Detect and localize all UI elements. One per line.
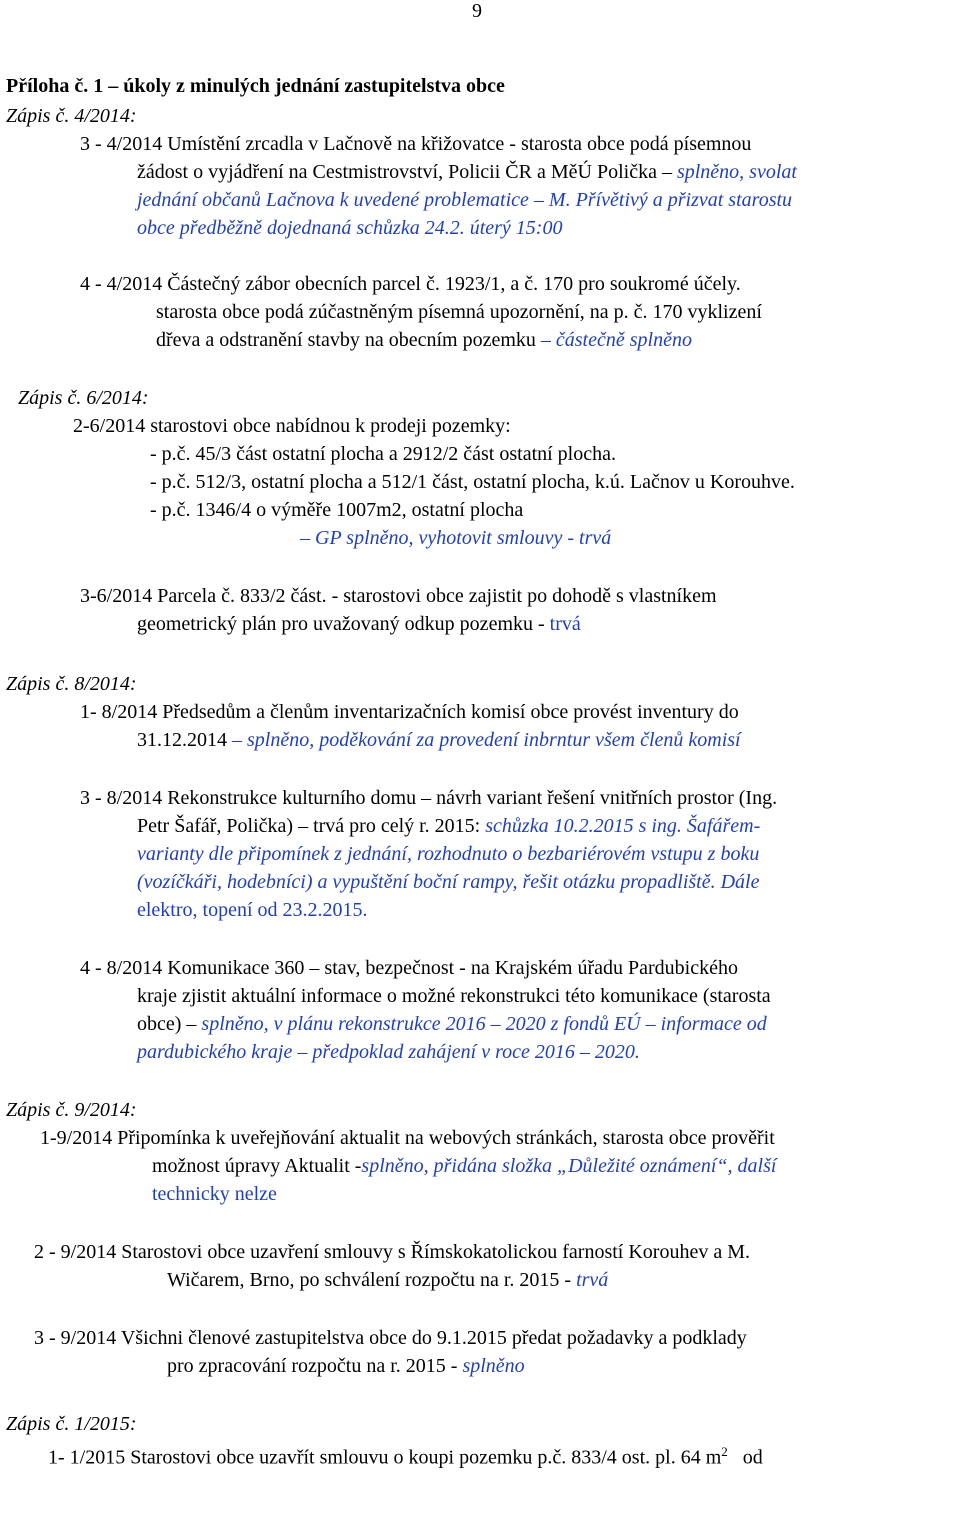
item-2-6-2014-parcel-2: - p.č. 512/3, ostatní plocha a 512/1 část, ostatní plocha, k.ú. Lačnov u Korouhve. [150, 471, 795, 493]
item-1-1-2015: 1- 1/2015 Starostovi obce uzavřít smlouvu o koupi pozemku p.č. 833/4 ost. pl. 64 $m^2$ od [48, 1444, 763, 1469]
item-4-4-2014-line2: starosta obce podá zúčastněným písemná upozornění, na p. č. 170 vyklizení [156, 301, 762, 323]
item-4-8-2014-line3: obce) – splněno, v plánu rekonstrukce 2016 – 2020 z fondů EÚ – informace od [137, 1013, 767, 1035]
item-2-6-2014-parcel-3: - p.č. 1346/4 o výměře 1007m2, ostatní plocha [150, 499, 524, 521]
item-1-8-2014-line2: 31.12.2014 – splněno, poděkování za provedení inbrntur všem členů komisí [137, 729, 741, 751]
item-3-8-2014-line2: Petr Šafář, Polička) – trvá pro celý r. 2015: schůzka 10.2.2015 s ing. Šafářem- [137, 815, 761, 837]
page-number: 9 [472, 0, 482, 22]
section-heading-6-2014: Zápis č. 6/2014: [18, 387, 149, 409]
item-3-8-2014-line4: (vozíčkáři, hodebníci) a vypuštění boční rampy, řešit otázku propadliště. Dále [137, 871, 760, 893]
item-4-4-2014: 4 - 4/2014 Částečný zábor obecních parcel č. 1923/1, a č. 170 pro soukromé účely. [80, 273, 741, 295]
item-3-6-2014: 3-6/2014 Parcela č. 833/2 část. - starostovi obce zajistit po dohodě s vlastníkem [80, 585, 717, 607]
item-4-8-2014-line2: kraje zjistit aktuální informace o možné rekonstrukci této komunikace (starosta [137, 985, 771, 1007]
item-3-9-2014-line2: pro zpracování rozpočtu na r. 2015 - splněno [167, 1355, 525, 1377]
item-3-8-2014: 3 - 8/2014 Rekonstrukce kulturního domu – návrh variant řešení vnitřních prostor (Ing. [80, 787, 778, 809]
section-heading-8-2014: Zápis č. 8/2014: [6, 673, 137, 695]
section-heading-1-2015: Zápis č. 1/2015: [6, 1413, 137, 1435]
section-heading-9-2014: Zápis č. 9/2014: [6, 1099, 137, 1121]
item-3-4-2014-line2: žádost o vyjádření na Cestmistrovství, Policii ČR a MěÚ Polička – splněno, svolat [137, 161, 797, 183]
item-1-9-2014-line3: technicky nelze [152, 1183, 277, 1205]
item-3-4-2014-line4: obce předběžně dojednaná schůzka 24.2. úterý 15:00 [137, 217, 563, 239]
item-2-6-2014-parcel-1: - p.č. 45/3 část ostatní plocha a 2912/2 část ostatní plocha. [150, 443, 616, 465]
item-1-8-2014: 1- 8/2014 Předsedům a členům inventarizačních komisí obce provést inventury do [80, 701, 739, 723]
item-3-8-2014-line3: varianty dle připomínek z jednání, rozhodnuto o bezbariérovém vstupu z boku [137, 843, 760, 865]
item-1-9-2014-line2: možnost úpravy Aktualit -splněno, přidána složka „Důležité oznámení“, další [152, 1155, 777, 1177]
page-title: Příloha č. 1 – úkoly z minulých jednání zastupitelstva obce [6, 75, 505, 97]
item-2-6-2014: 2-6/2014 starostovi obce nabídnou k prodeji pozemky: [73, 415, 511, 437]
item-3-6-2014-line2: geometrický plán pro uvažovaný odkup pozemku - trvá [137, 613, 581, 635]
item-3-4-2014: 3 - 4/2014 Umístění zrcadla v Lačnově na křižovatce - starosta obce podá písemnou [80, 133, 752, 155]
item-1-9-2014: 1-9/2014 Připomínka k uveřejňování aktualit na webových stránkách, starosta obce prověřit [40, 1127, 775, 1149]
section-heading-4-2014: Zápis č. 4/2014: [6, 105, 137, 127]
item-3-9-2014: 3 - 9/2014 Všichni členové zastupitelstva obce do 9.1.2015 předat požadavky a podklady [34, 1327, 747, 1349]
item-2-9-2014-line2: Wičarem, Brno, po schválení rozpočtu na r. 2015 - trvá [167, 1269, 609, 1291]
item-4-8-2014: 4 - 8/2014 Komunikace 360 – stav, bezpečnost - na Krajském úřadu Pardubického [80, 957, 738, 979]
item-3-8-2014-line5: elektro, topení od 23.2.2015. [137, 899, 368, 921]
item-4-4-2014-line3: dřeva a odstranění stavby na obecním pozemku – částečně splněno [156, 329, 692, 351]
item-4-8-2014-line4: pardubického kraje – předpoklad zahájení v roce 2016 – 2020. [137, 1041, 640, 1063]
item-3-4-2014-line3: jednání občanů Lačnova k uvedené problematice – M. Přívětivý a přizvat starostu [137, 189, 793, 211]
item-2-6-2014-status: – GP splněno, vyhotovit smlouvy - trvá [300, 527, 612, 549]
item-2-9-2014: 2 - 9/2014 Starostovi obce uzavření smlouvy s Římskokatolickou farností Korouhev a M. [34, 1241, 751, 1263]
